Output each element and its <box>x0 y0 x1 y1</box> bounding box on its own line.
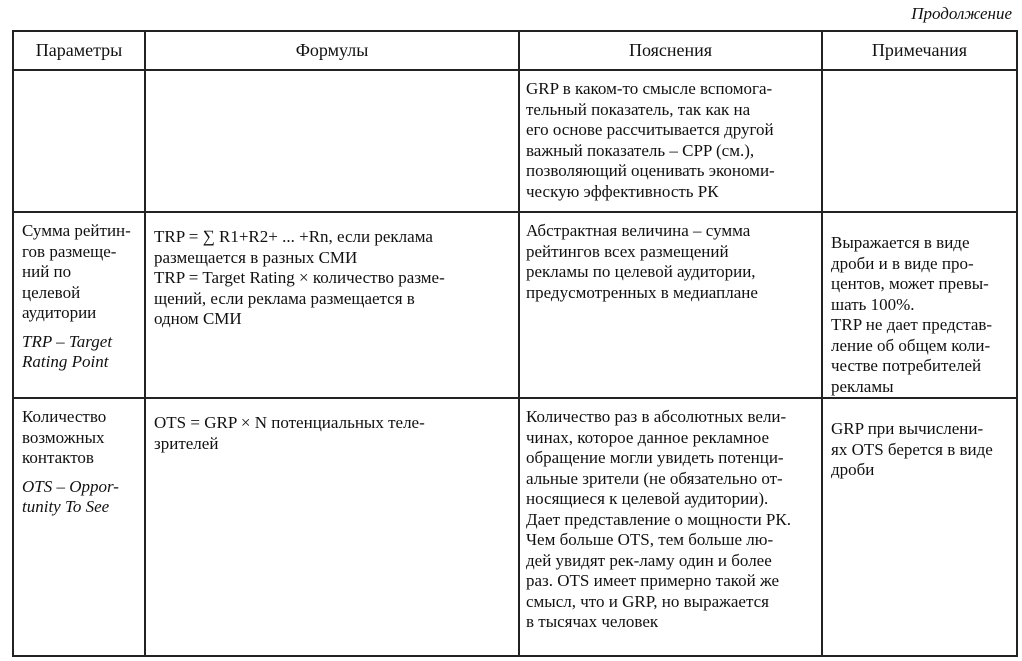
note-text <box>823 71 1016 91</box>
note-cell <box>822 398 1017 656</box>
note-text: GRP при вычислени- ях OTS берется в виде дроби <box>831 419 993 479</box>
header-explanations: Пояснения <box>519 31 822 70</box>
formula-cell <box>145 70 519 212</box>
param-cell <box>13 70 145 212</box>
table-row <box>13 212 1017 398</box>
header-row <box>13 31 1017 70</box>
explanation-cell <box>519 70 822 212</box>
param-cell <box>13 212 145 398</box>
continuation-label: Продолжение <box>911 4 1012 23</box>
header-notes: Примечания <box>822 31 1017 70</box>
param-cell <box>13 398 145 656</box>
param-text <box>14 71 144 79</box>
param-abbrev: TRP – Target Rating Point <box>22 331 113 371</box>
note-text: Выражается в виде дроби и в виде про- центов, может превы- шать 100%. TRP не дает представ- ление об общем коли- честве потребителей рекламы <box>831 233 993 396</box>
metrics-table <box>12 30 1018 657</box>
param-abbrev <box>14 79 144 87</box>
table-row <box>13 70 1017 212</box>
header-parameters: Параметры <box>13 31 145 70</box>
explanation-cell <box>519 212 822 398</box>
header-formulas: Формулы <box>145 31 519 70</box>
note-cell <box>822 70 1017 212</box>
formula-cell <box>145 212 519 398</box>
param-text: Количество возможных контактов <box>22 407 107 467</box>
explanation-text: Количество раз в абсолютных вели- чинах, которое данное рекламное обращение могли увидеть потенци- альные зрители (не обязательно от- носящиеся к целевой аудитории). Дает представление о мощности РК. Чем больше OTS, тем больше лю- дей увидят рек-ламу один и более раз. OTS имеет примерно такой же смысл, что и GRP, но выражается в тысячах человек <box>526 407 791 631</box>
formula-cell <box>145 398 519 656</box>
formula-text: OTS = GRP × N потенциальных теле- зрителей <box>154 413 425 453</box>
note-cell <box>822 212 1017 398</box>
explanation-text: Абстрактная величина – сумма рейтингов всех размещений рекламы по целевой аудитории, предусмотренных в медиаплане <box>526 221 758 302</box>
param-abbrev: OTS – Oppor- tunity To See <box>22 476 119 516</box>
table-row <box>13 398 1017 656</box>
formula-text: TRP = ∑ R1+R2+ ... +Rn, если реклама размещается в разных СМИ TRP = Target Rating × количество разме- щений, если реклама размещается в одном СМИ <box>154 227 445 328</box>
formula-text <box>146 71 518 85</box>
explanation-text: GRP в каком-то смысле вспомога- тельный показатель, так как на его основе рассчитывается другой важный показатель – CPP (см.), позволяющий оценивать экономи- ческую эффективность РК <box>526 79 775 201</box>
explanation-cell <box>519 398 822 656</box>
param-text: Сумма рейтин- гов размеще- ний по целевой аудитории <box>22 221 131 322</box>
